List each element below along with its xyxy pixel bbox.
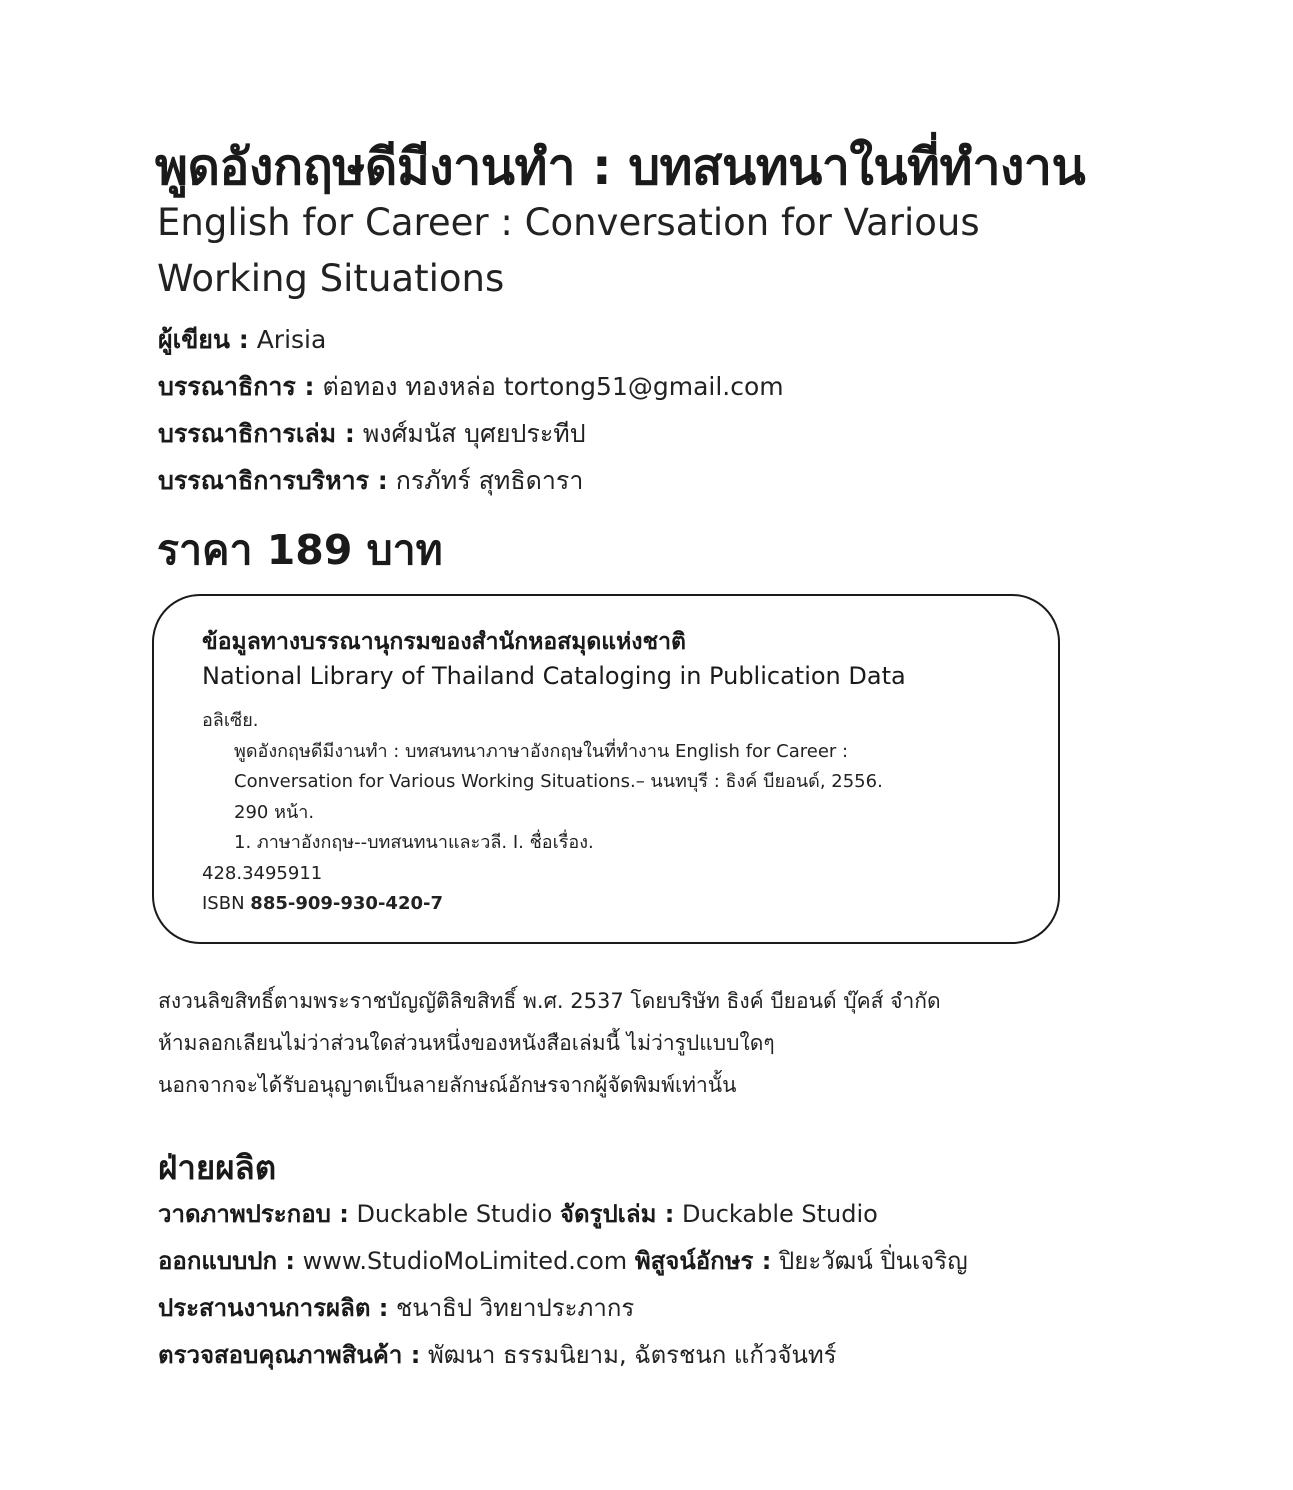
cip-classification: 428.3495911: [202, 862, 323, 884]
cip-line: 1. ภาษาอังกฤษ--บทสนทนาและวลี. I. ชื่อเรื่อง.: [234, 832, 594, 853]
quality-check-label: ตรวจสอบคุณภาพสินค้า :: [158, 1341, 421, 1369]
credit-label: บรรณาธิการบริหาร :: [158, 466, 388, 495]
credit-author: [158, 322, 784, 369]
credit-value: พงศ์มนัส บุศยประทีป: [362, 419, 586, 448]
layout-value: Duckable Studio: [682, 1200, 878, 1228]
credit-value: กรภัทร์ สุทธิดารา: [395, 466, 584, 495]
production-row: [158, 1196, 968, 1243]
book-title-english: English for Career : Conversation for Various Working Situations: [157, 201, 980, 300]
copyright-notice: [158, 983, 941, 1109]
quality-check-value: พัฒนา ธรรมนิยาม, ฉัตรชนก แก้วจันทร์: [427, 1341, 837, 1369]
production-credits: [158, 1196, 968, 1384]
cover-design-label: ออกแบบปก :: [158, 1247, 296, 1275]
book-title-thai: พูดอังกฤษดีมีงานทำ : บทสนทนาในที่ทำงาน: [155, 138, 1086, 196]
cip-line: พูดอังกฤษดีมีงานทำ : บทสนทนาภาษาอังกฤษในที่ทำงาน English for Career :: [234, 740, 849, 762]
cip-line: Conversation for Various Working Situations.– นนทบุรี : ธิงค์ บียอนด์, 2556.: [234, 771, 883, 792]
copyright-line: ห้ามลอกเลียนไม่ว่าส่วนใดส่วนหนึ่งของหนังสือเล่มนี้ ไม่ว่ารูปแบบใดๆ: [158, 1031, 775, 1055]
production-row: [158, 1243, 968, 1290]
illustration-value: Duckable Studio: [356, 1200, 553, 1228]
isbn-number: 885-909-930-420-7: [250, 893, 443, 914]
copyright-line: นอกจากจะได้รับอนุญาตเป็นลายลักษณ์อักษรจากผู้จัดพิมพ์เท่านั้น: [158, 1073, 737, 1097]
credit-label: ผู้เขียน :: [158, 325, 249, 354]
credit-value: Arisia: [256, 325, 327, 354]
cip-author: อลิเซีย.: [202, 710, 259, 731]
cip-title-english: National Library of Thailand Cataloging in Publication Data: [202, 662, 906, 690]
cip-data-box: [152, 594, 1060, 944]
price: ราคา 189 บาท: [157, 526, 443, 574]
production-heading: ฝ่ายผลิต: [158, 1148, 277, 1187]
layout-label: จัดรูปเล่ม :: [559, 1200, 675, 1228]
credit-value: ต่อทอง ทองหล่อ tortong51@gmail.com: [322, 372, 784, 401]
credit-executive-editor: [158, 463, 784, 510]
production-row: [158, 1337, 968, 1384]
cip-entry: [202, 706, 883, 920]
proofreading-value: ปิยะวัฒน์ ปิ่นเจริญ: [779, 1247, 968, 1275]
coordination-label: ประสานงานการผลิต :: [158, 1294, 389, 1322]
editorial-credits: [158, 322, 784, 510]
cip-line: 290 หน้า.: [234, 801, 315, 823]
illustration-label: วาดภาพประกอบ :: [158, 1200, 349, 1228]
credit-label: บรรณาธิการ :: [158, 372, 315, 401]
credit-volume-editor: [158, 416, 784, 463]
cip-title-thai: ข้อมูลทางบรรณานุกรมของสำนักหอสมุดแห่งชาติ: [202, 629, 686, 655]
coordination-value: ชนาธิป วิทยาประภากร: [396, 1294, 635, 1322]
cover-design-value: www.StudioMoLimited.com: [302, 1247, 628, 1275]
cip-isbn: [202, 889, 883, 920]
copyright-line: สงวนลิขสิทธิ์ตามพระราชบัญญัติลิขสิทธิ์ พ.ศ. 2537 โดยบริษัท ธิงค์ บียอนด์ บุ๊คส์ จำกัด: [158, 989, 941, 1013]
isbn-label: ISBN: [202, 893, 245, 914]
proofreading-label: พิสูจน์อักษร :: [634, 1247, 772, 1275]
credit-label: บรรณาธิการเล่ม :: [158, 419, 355, 448]
credit-editor: [158, 369, 784, 416]
production-row: [158, 1290, 968, 1337]
